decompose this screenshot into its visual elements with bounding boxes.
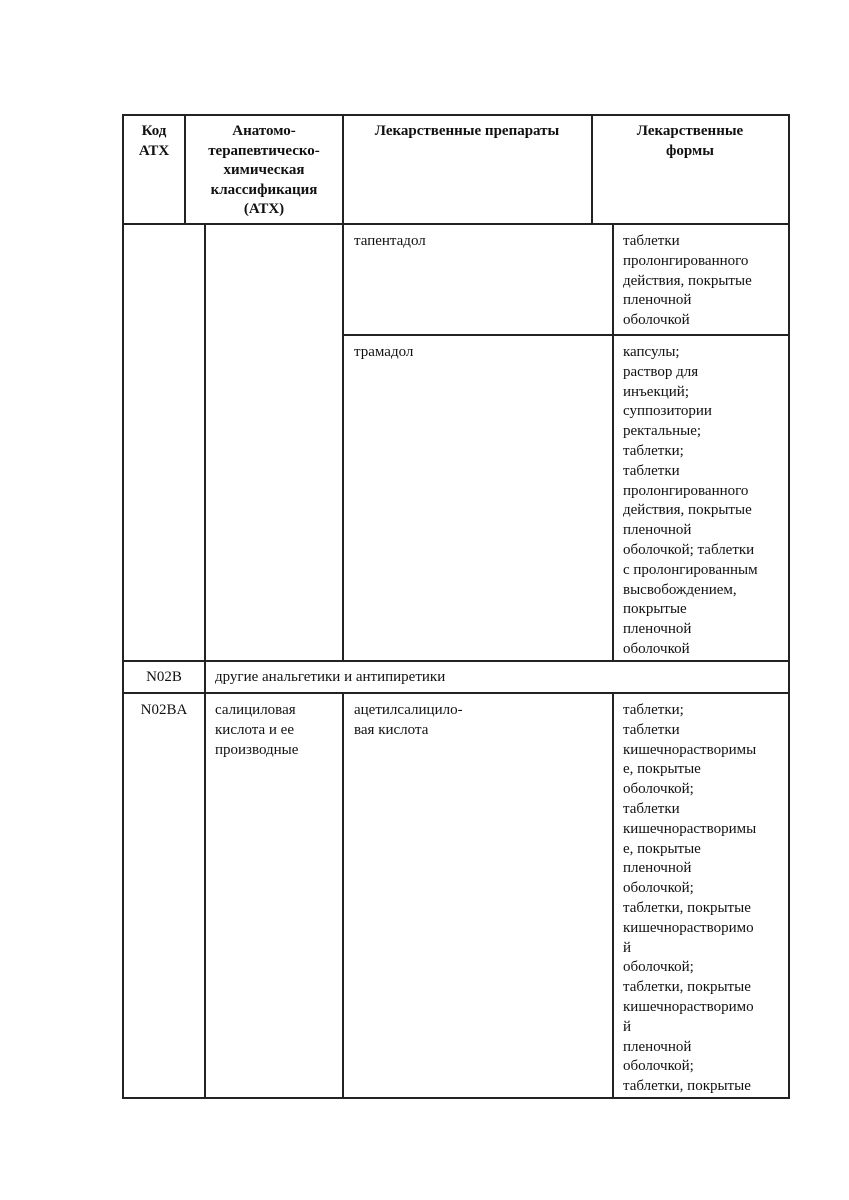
drug-name: трамадол [354,344,414,360]
header-dosage-forms: Лекарственные формы [636,123,744,159]
row-divider-2 [122,660,790,662]
atx-code: N02B [146,669,182,685]
table-border-left [122,114,124,1098]
body-divider-1 [204,223,206,661]
header-drugs: Лекарственные препараты [374,123,560,139]
dosage-forms: капсулы; раствор для инъекций; суппозитории ректальные; таблетки; таблетки пролонгированного действия, покрытые пленочной оболочкой; таблетки с пролонгированным высвобождением, покрытые пленочной оболочкой [623,344,758,657]
header-atx-classification: Анатомо- терапевтическо- химическая классификация (АТХ) [208,123,320,217]
body-divider-3 [612,223,614,661]
drug-name: тапентадол [354,233,426,249]
drug-name: ацетилсалицило- вая кислота [354,702,463,738]
body-divider-2 [342,223,344,661]
table-border-bottom [122,1097,790,1099]
n02ba-divider-3 [612,692,614,1098]
header-code-atx: Код АТХ [138,123,170,159]
dosage-forms: таблетки пролонгированного действия, покрытые пленочной оболочкой [623,233,752,329]
n02b-divider [204,660,206,693]
atx-classification: салициловая кислота и ее производные [215,702,299,758]
atx-code: N02BA [140,702,188,718]
n02ba-divider-1 [204,692,206,1098]
row-divider-1 [342,334,789,336]
table-border-right [788,114,790,1098]
dosage-forms: таблетки; таблетки кишечнорастворимы е, покрытые оболочкой; таблетки кишечнорастворимы е, покрытые пленочной оболочкой; таблетки, покрытые кишечнорастворимо й оболочкой; таблетки, покрытые кишечнорастворимо й пленочной оболочкой; таблетки, покрытые [623,702,757,1095]
row-divider-3 [122,692,790,694]
table-border-top [122,114,790,116]
header-border-bottom [122,223,790,225]
atx-classification: другие анальгетики и антипиретики [215,669,446,685]
n02ba-divider-2 [342,692,344,1098]
